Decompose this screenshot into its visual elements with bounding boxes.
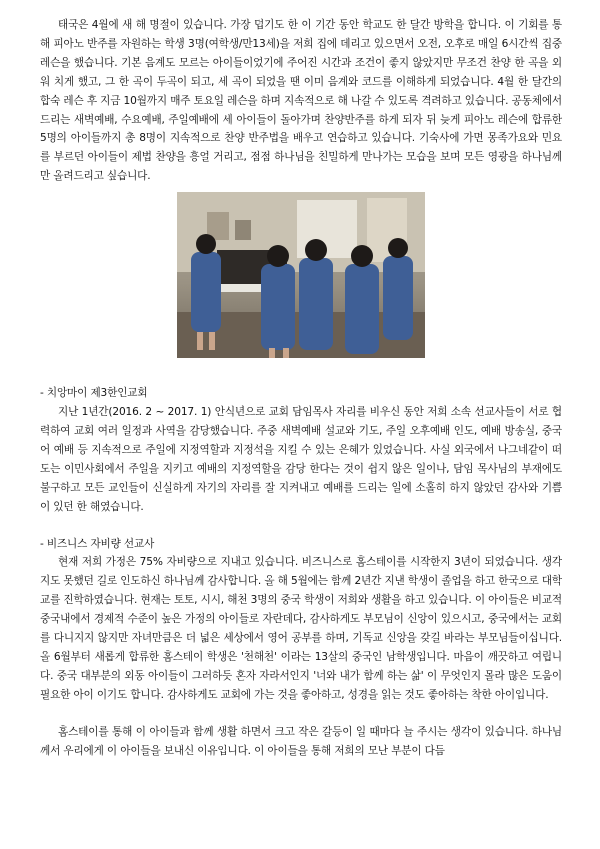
section-heading-church: - 치앙마이 제3한인교회 [40, 387, 148, 400]
church-paragraph: 지난 1년간(2016. 2 ~ 2017. 1) 안식년으로 교회 담임목사 자리를 비우신 동안 저희 소속 선교사들이 서로 협력하여 교회 여러 일정과 사역을 감당했습니다. 주중 새벽예배 설교와 기도, 주일 오후예배 인도, 예배 방송실, 중국어 예배 등 지속적으로 주일에 지정역할과 지정석을 지킬 수 있는 은혜가 있었습니다. 사실 외국에서 나그네같이 떠도는 이민사회에서 주일을 지키고 예배의 지정역할을 감당 한다는 것이 쉽지 않은 일이나, 담임 목사님의 부재에도 불구하고 모든 교인들이 신실하게 자기의 자리를 잘 지켜내고 예배를 드리는 일에 소홀히 하지 않았던 감사와 기쁨이 있던 한 해였습니다. [40, 406, 562, 513]
spacer [40, 517, 562, 535]
intro-paragraph: 태국은 4월에 새 해 명절이 있습니다. 가장 덥기도 한 이 기간 동안 학교도 한 달간 방학을 합니다. 이 기회를 통해 피아노 반주를 자원하는 학생 3명(여학생/만13세)을 저희 집에 데리고 있으면서 오전, 오후로 매일 6시간씩 집중 레슨을 했습니다. 기본 음계도 모르는 아이들이었기에 주어진 시간과 조건이 좋지 않았지만 무조건 찬양 한 곡을 외워 치게 했고, 그 한 곡이 두곡이 되고, 세 곡이 되었을 땐 이미 음계와 코드를 이해하게 되었습니다. 4월 한 달간의 합숙 레슨 후 지금 10월까지 매주 토요일 레슨을 하며 지속적으로 해 나갈 수 있도록 격려하고 있습니다. 공동체에서 드리는 새벽예배, 수요예배, 주일예배에 세 아이들이 돌아가며 찬양반주를 하게 되자 뒤 늦게 피아노 레슨에 합류한 5명의 아이들까지 총 8명이 지속적으로 찬양 반주법을 배우고 연습하고 있습니다. 기숙사에 가면 몽족가요와 민요를 부르던 아이들이 제법 찬양을 흥얼 거리고, 점점 하나님을 친밀하게 만나가는 모습을 보며 모든 영광을 하나님께만 올려드리고 싶습니다. [40, 19, 562, 183]
document-page [40, 16, 562, 760]
section-heading-business: - 비즈니스 자비량 선교사 [40, 537, 155, 550]
closing-paragraph: 홈스테이를 통해 이 아이들과 함께 생활 하면서 크고 작은 갈등이 일 때마다 늘 주시는 생각이 있습니다. 하나님께서 우리에게 이 아이들을 보내신 이유입니다. 이 아이들을 통해 저희의 모난 부분이 다듬 [40, 725, 562, 757]
spacer [40, 705, 562, 723]
piano-lesson-photo [177, 192, 425, 358]
business-paragraph: 현재 저희 가정은 75% 자비량으로 지내고 있습니다. 비즈니스로 홈스테이를 시작한지 3년이 되었습니다. 생각지도 못했던 길로 인도하신 하나님께 감사합니다. 올 해 5월에는 함께 2년간 지낸 학생이 졸업을 하고 한국으로 대학교를 진학하였습니다. 현재는 토토, 시시, 해천 3명의 중국 학생이 저희와 생활을 하고 있습니다. 이 아이들은 비교적 중국내에서 경제적 수준이 높은 가정의 아이들로 자란데다, 감사하게도 부모님이 신앙이 있으시고, 중국에서는 교회를 다니지지 않지만 자녀만큼은 더 넓은 세상에서 영어 공부를 하며, 기독교 신앙을 갖길 바라는 부모님들이십니다. 올 6월부터 새롭게 합류한 홈스테이 학생은 '천해천' 이라는 13살의 중국인 남학생입니다. 마음이 깨끗하고 여립니다. 중국 대부분의 외동 아이들이 그러하듯 혼자 자라서인지 '너와 내가 함께 하는 삶' 이 무엇인지 몰라 많은 도움이 필요한 아이 이기도 합니다. 감사하게도 교회에 가는 것을 좋아하고, 성경을 읽는 것도 좋아하는 착한 아이입니다. [40, 556, 562, 701]
